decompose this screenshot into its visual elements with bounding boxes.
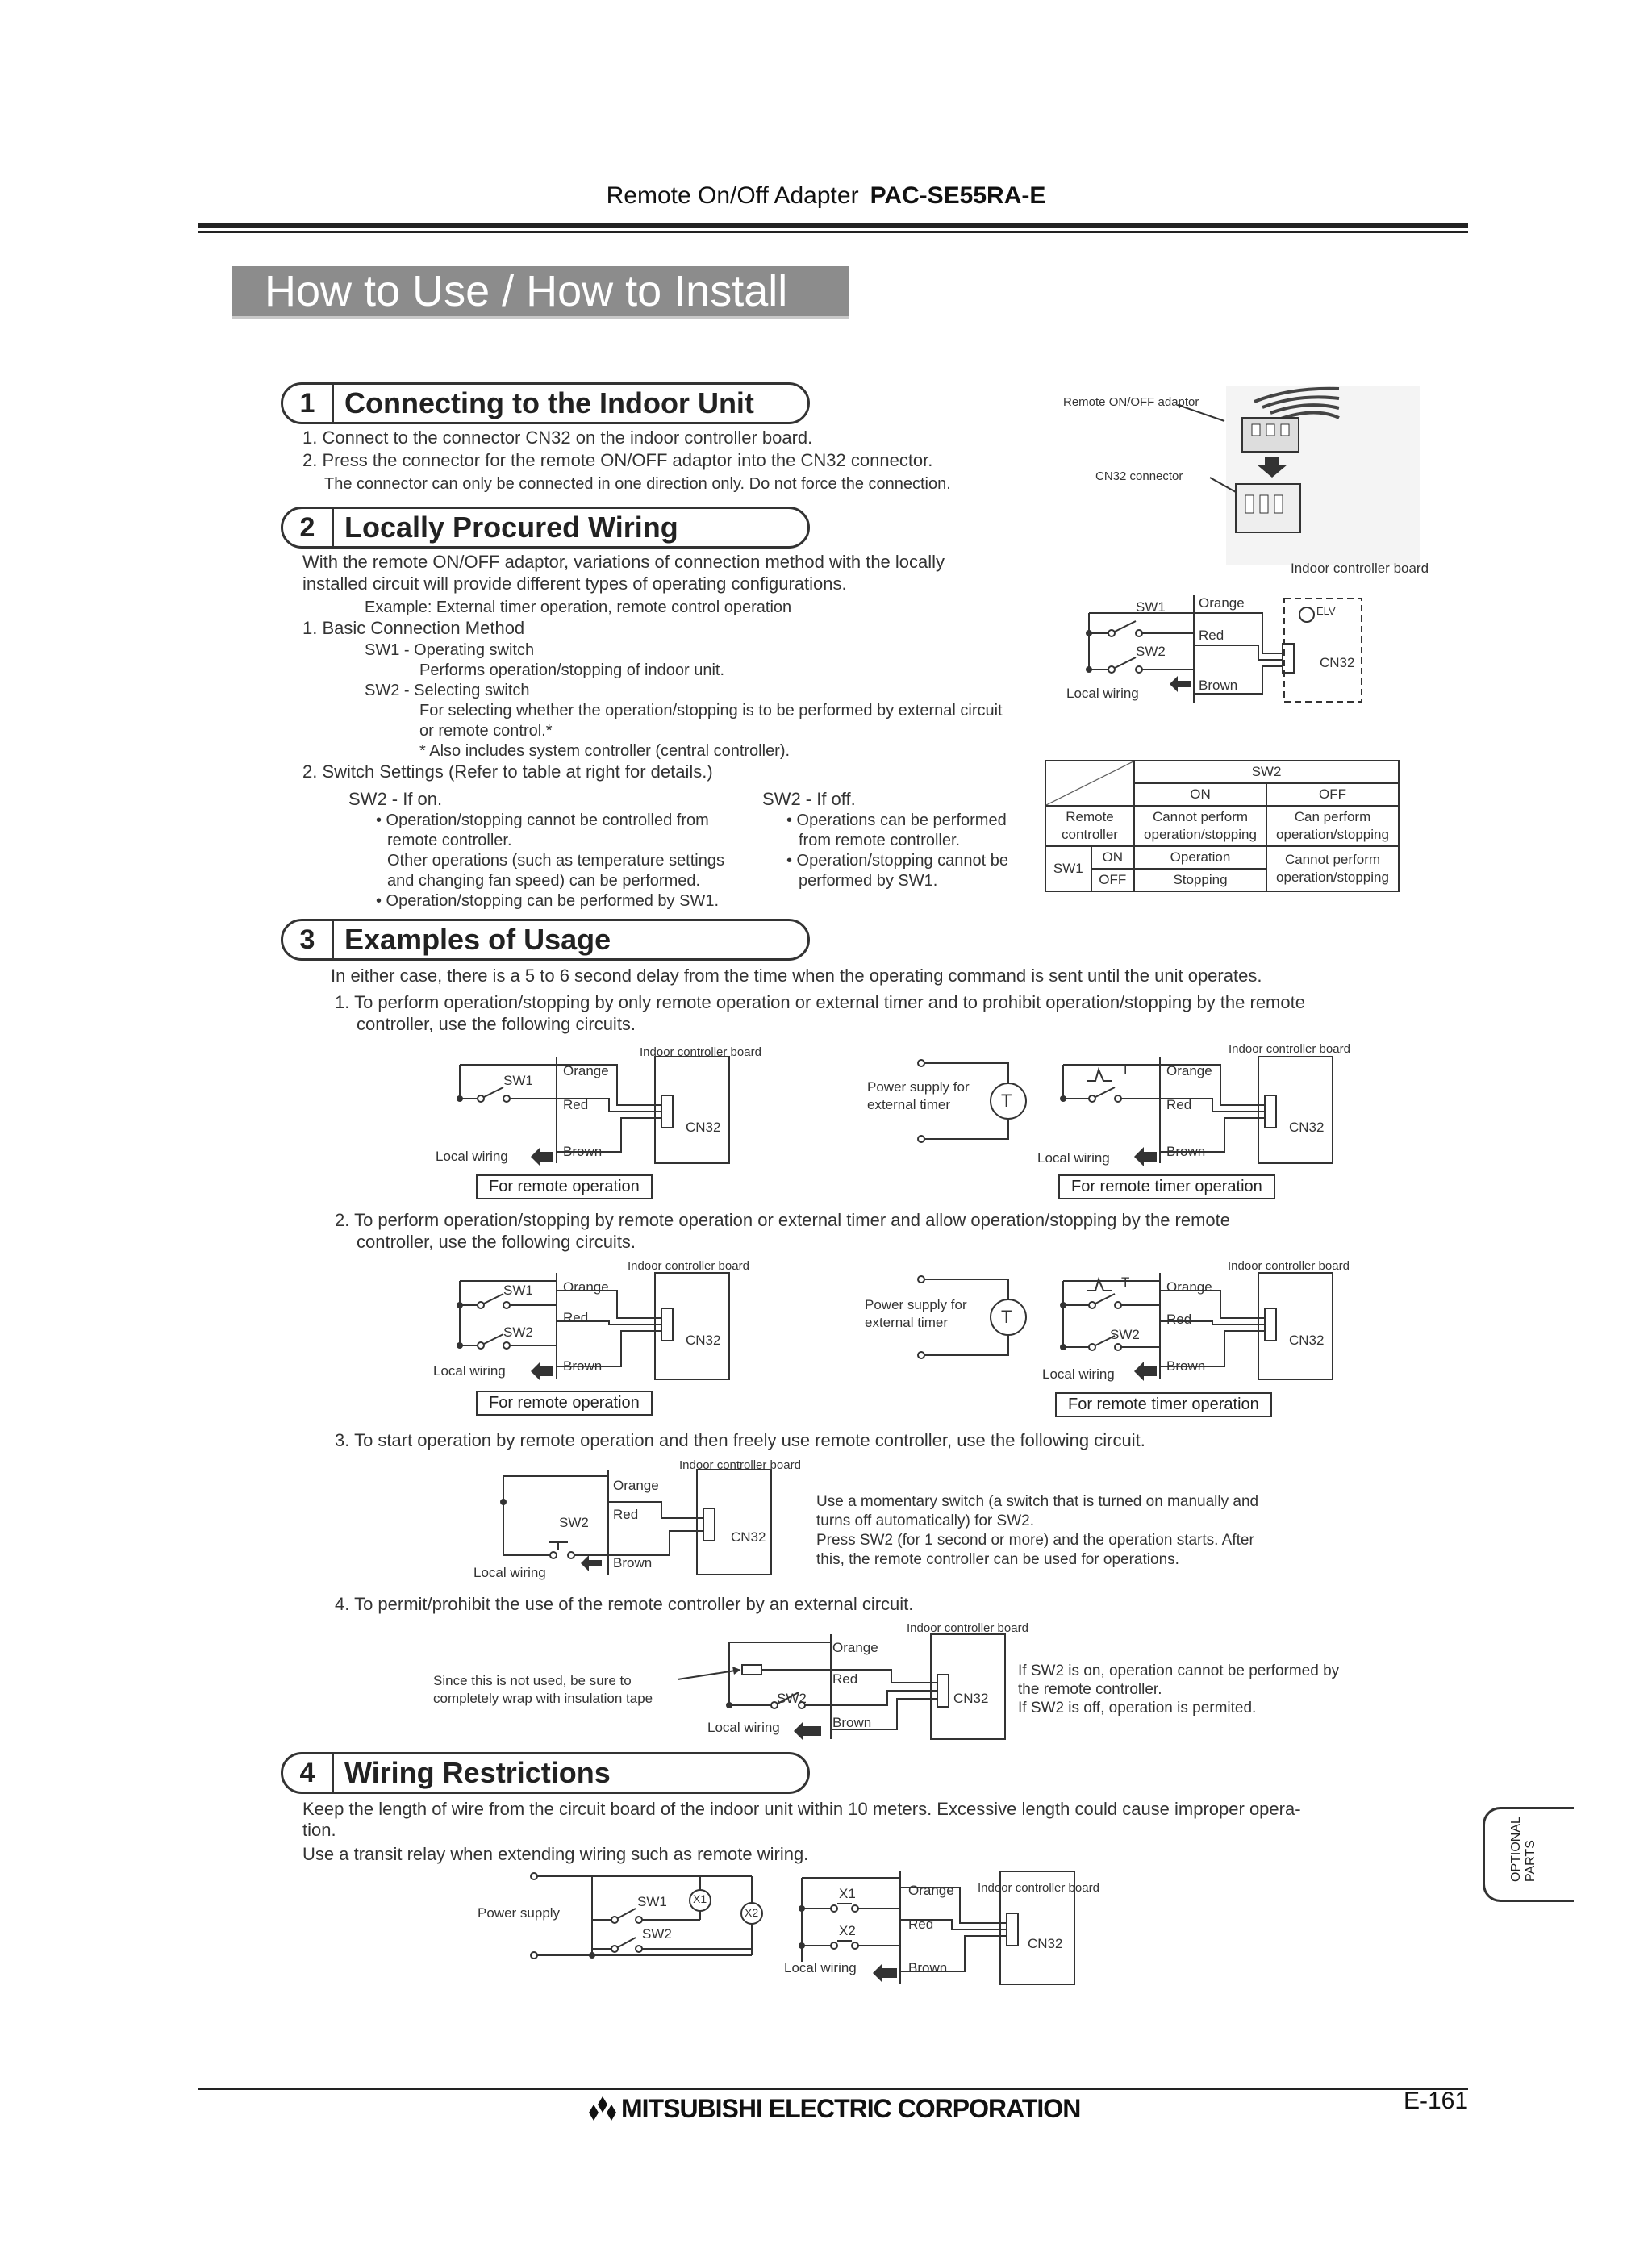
relay-x2-contact: X2 — [839, 1923, 856, 1938]
caption-timer: For remote timer operation — [1055, 1392, 1272, 1417]
table-on-header: ON — [1134, 783, 1266, 806]
relay-x1-contact: X1 — [839, 1886, 856, 1901]
s1-line-3: The connector can only be connected in one direction only. Do not force the connection. — [324, 475, 951, 493]
company-name: MITSUBISHI ELECTRIC CORPORATION — [621, 2094, 1081, 2123]
wire-brown: Brown — [908, 1960, 948, 1975]
sw2-on-line: • Operation/stopping cannot be controlled from — [376, 811, 709, 829]
sw2-label: SW2 — [642, 1926, 672, 1942]
wire-red: Red — [1199, 628, 1224, 643]
header-rule — [198, 223, 1468, 228]
wire-orange: Orange — [908, 1883, 954, 1898]
tab-label — [1509, 1817, 1538, 1882]
table-sw1-off: OFF — [1091, 869, 1134, 891]
board-label: Indoor controller board — [640, 1045, 761, 1059]
ex4-right-note: If SW2 is on, operation cannot be performed by — [1018, 1662, 1340, 1679]
wire-red: Red — [563, 1097, 589, 1112]
s2-line-8: For selecting whether the operation/stopping is to be performed by external circuit — [419, 702, 1003, 720]
table-remote-controller: Remote controller — [1045, 806, 1134, 846]
section-title: Examples of Usage — [344, 923, 611, 956]
sw2-off-line: from remote controller. — [799, 832, 961, 849]
wire-orange: Orange — [563, 1063, 609, 1078]
sw2-on-title: SW2 - If on. — [348, 789, 443, 809]
sw2-label: SW2 — [777, 1691, 807, 1706]
wire-red: Red — [1166, 1097, 1192, 1112]
section-2-heading — [281, 507, 810, 549]
header-model: PAC-SE55RA-E — [870, 182, 1046, 209]
sw2-label: SW2 — [1110, 1327, 1140, 1342]
s2-line-4: 1. Basic Connection Method — [302, 618, 525, 638]
optional-parts-tab[interactable] — [1483, 1807, 1574, 1902]
relay-x1: X1 — [693, 1892, 707, 1905]
timer-symbol: T — [1001, 1091, 1012, 1111]
s1-line-2: 2. Press the connector for the remote ON/OFF adaptor into the CN32 connector. — [302, 450, 933, 470]
elv-label: ELV — [1316, 605, 1336, 617]
wire-red: Red — [1166, 1312, 1192, 1327]
local-wiring-label: Local wiring — [433, 1363, 506, 1379]
wire-brown: Brown — [563, 1358, 603, 1374]
sw2-off-line: • Operations can be performed — [786, 811, 1007, 829]
section-number: 1 — [283, 385, 334, 422]
table-sw1-cannot: Cannot perform operation/stopping — [1266, 846, 1399, 891]
cn32-label: CN32 — [686, 1333, 721, 1348]
caption-remote: For remote operation — [476, 1391, 653, 1416]
caption-remote: For remote operation — [476, 1174, 653, 1199]
timer-t-label: T — [1121, 1274, 1130, 1290]
section-number: 3 — [283, 921, 334, 958]
wire-orange: Orange — [563, 1279, 609, 1295]
sw1-label: SW1 — [637, 1894, 667, 1909]
s3-ex2-line-2: controller, use the following circuits. — [357, 1232, 636, 1252]
local-wiring-label: Local wiring — [473, 1565, 546, 1580]
table-stopping: Stopping — [1134, 869, 1266, 891]
s2-line-3: Example: External timer operation, remote control operation — [365, 599, 792, 616]
mitsubishi-diamonds-icon — [589, 2096, 616, 2121]
local-wiring-label: Local wiring — [1066, 686, 1139, 701]
page-number: E-161 — [1404, 2088, 1469, 2114]
s4-line-2: tion. — [302, 1820, 336, 1840]
ex3-note-line: turns off automatically) for SW2. — [816, 1512, 1034, 1529]
tab-label-line-2: PARTS — [1524, 1840, 1537, 1882]
header-rule-thin — [198, 231, 1468, 233]
sw2-on-line: remote controller. — [387, 832, 512, 849]
s3-ex1-line-1: 1. To perform operation/stopping by only remote operation or external timer and to prohibit operation/stopping by the remote — [335, 992, 1305, 1012]
sw2-off-title: SW2 - If off. — [762, 789, 856, 809]
wire-orange: Orange — [613, 1478, 659, 1493]
s4-line-3: Use a transit relay when extending wiring such as remote wiring. — [302, 1844, 809, 1864]
wire-brown: Brown — [613, 1555, 653, 1571]
section-title: Connecting to the Indoor Unit — [344, 386, 754, 419]
section-3-heading — [281, 919, 810, 961]
s2-line-7: SW2 - Selecting switch — [365, 682, 530, 699]
wire-red: Red — [908, 1917, 934, 1932]
power-timer-label: Power supply for — [865, 1297, 967, 1312]
local-wiring-label: Local wiring — [1037, 1150, 1110, 1166]
s2-line-1: With the remote ON/OFF adaptor, variations of connection method with the locally — [302, 552, 945, 572]
wire-red: Red — [613, 1507, 639, 1522]
table-off-header: OFF — [1266, 783, 1399, 806]
sw2-on-line: • Operation/stopping can be performed by SW1. — [376, 892, 720, 910]
fig-adaptor-label: Remote ON/OFF adaptor — [1063, 395, 1199, 409]
page-banner: How to Use / How to Install — [232, 266, 849, 316]
s4-line-1: Keep the length of wire from the circuit board of the indoor unit within 10 meters. Excessive length could cause improper opera- — [302, 1799, 1301, 1819]
local-wiring-label: Local wiring — [1042, 1366, 1115, 1382]
table-corner — [1045, 761, 1134, 806]
s1-line-1: 1. Connect to the connector CN32 on the indoor controller board. — [302, 428, 813, 448]
wire-brown: Brown — [1166, 1358, 1206, 1374]
sw1-label: SW1 — [503, 1283, 533, 1298]
board-label: Indoor controller board — [907, 1621, 1028, 1635]
power-timer-label: external timer — [865, 1315, 948, 1330]
s3-ex4: 4. To permit/prohibit the use of the remote controller by an external circuit. — [335, 1594, 914, 1614]
cn32-label: CN32 — [1320, 655, 1355, 670]
s2-line-10: * Also includes system controller (central controller). — [419, 742, 791, 760]
sw2-on-line: and changing fan speed) can be performed. — [387, 872, 701, 890]
s2-line-11: 2. Switch Settings (Refer to table at right for details.) — [302, 761, 713, 782]
s3-delay: In either case, there is a 5 to 6 second delay from the time when the operating command is sent until the unit operates. — [331, 966, 1262, 986]
section-title: Locally Procured Wiring — [344, 511, 678, 544]
sw2-label: SW2 — [559, 1515, 589, 1530]
wire-brown: Brown — [1166, 1144, 1206, 1159]
local-wiring-label: Local wiring — [436, 1149, 508, 1164]
fig-connector-label: CN32 connector — [1095, 469, 1183, 483]
table-rc-on: Cannot perform operation/stopping — [1134, 806, 1266, 846]
s3-ex3: 3. To start operation by remote operation and then freely use remote controller, use the following circuit. — [335, 1430, 1145, 1450]
tab-label-line-1: OPTIONAL — [1509, 1817, 1523, 1882]
document-header — [0, 182, 1652, 210]
ex4-left-note: Since this is not used, be sure to — [433, 1673, 632, 1688]
board-label: Indoor controller board — [628, 1259, 749, 1273]
relay-x2: X2 — [745, 1906, 759, 1919]
board-label: Indoor controller board — [1228, 1259, 1350, 1273]
section-title: Wiring Restrictions — [344, 1756, 611, 1789]
local-wiring-label: Local wiring — [784, 1960, 857, 1975]
power-timer-label: Power supply for — [867, 1079, 970, 1095]
cn32-label: CN32 — [731, 1529, 766, 1545]
table-rc-off: Can perform operation/stopping — [1266, 806, 1399, 846]
sw2-on-line: Other operations (such as temperature settings — [387, 852, 724, 870]
timer-t-label: T — [1121, 1062, 1130, 1077]
wire-orange: Orange — [1166, 1063, 1212, 1078]
ex4-right-note: the remote controller. — [1018, 1681, 1162, 1698]
local-wiring-label: Local wiring — [707, 1720, 780, 1735]
wire-brown: Brown — [563, 1144, 603, 1159]
timer-symbol: T — [1001, 1307, 1012, 1327]
footer-rule — [198, 2088, 1468, 2090]
sw1-label: SW1 — [503, 1073, 533, 1088]
board-label: Indoor controller board — [679, 1458, 801, 1472]
table-sw1: SW1 — [1045, 846, 1091, 891]
wire-orange: Orange — [1199, 595, 1245, 611]
footer-logo — [589, 2094, 1080, 2124]
sw2-label: SW2 — [1136, 644, 1166, 659]
table-operation: Operation — [1134, 846, 1266, 869]
ex3-note-line: Use a momentary switch (a switch that is turned on manually and — [816, 1493, 1259, 1510]
s3-ex2-line-1: 2. To perform operation/stopping by remote operation or external timer and allow operation/stopping by the remote — [335, 1210, 1231, 1230]
sw2-off-line: • Operation/stopping cannot be — [786, 852, 1008, 870]
wire-brown: Brown — [1199, 678, 1238, 693]
ex3-note-line: Press SW2 (for 1 second or more) and the operation starts. After — [816, 1532, 1254, 1549]
sw1-label: SW1 — [1136, 599, 1166, 615]
s2-line-5: SW1 - Operating switch — [365, 641, 535, 659]
section-1-heading — [281, 382, 810, 424]
power-supply-label: Power supply — [478, 1905, 561, 1921]
ex4-right-note: If SW2 is off, operation is permited. — [1018, 1700, 1257, 1717]
adaptor-illustration — [1049, 379, 1420, 565]
cn32-label: CN32 — [1289, 1120, 1325, 1135]
wire-red: Red — [832, 1671, 858, 1687]
table-sw2-header: SW2 — [1134, 761, 1399, 783]
board-label: Indoor controller board — [1291, 561, 1429, 576]
sw2-label: SW2 — [503, 1324, 533, 1340]
cn32-label: CN32 — [1028, 1936, 1063, 1951]
s2-line-2: installed circuit will provide different types of operating configurations. — [302, 574, 847, 594]
s2-line-9: or remote control.* — [419, 722, 553, 740]
section-number: 2 — [283, 509, 334, 546]
board-label: Indoor controller board — [978, 1881, 1099, 1895]
section-number: 4 — [283, 1754, 334, 1792]
table-sw1-on: ON — [1091, 846, 1134, 869]
s3-ex1-line-2: controller, use the following circuits. — [357, 1014, 636, 1034]
s2-line-6: Performs operation/stopping of indoor unit. — [419, 661, 724, 679]
header-title: Remote On/Off Adapter — [606, 182, 859, 209]
sw2-off-line: performed by SW1. — [799, 872, 938, 890]
wire-orange: Orange — [1166, 1279, 1212, 1295]
switch-settings-table — [1045, 760, 1400, 892]
wire-brown: Brown — [832, 1715, 872, 1730]
caption-timer: For remote timer operation — [1058, 1174, 1275, 1199]
ex4-left-note: completely wrap with insulation tape — [433, 1691, 653, 1706]
cn32-label: CN32 — [686, 1120, 721, 1135]
power-timer-label: external timer — [867, 1097, 950, 1112]
wire-red: Red — [563, 1310, 589, 1325]
ex3-note-line: this, the remote controller can be used for operations. — [816, 1551, 1179, 1568]
cn32-label: CN32 — [1289, 1333, 1325, 1348]
cn32-label: CN32 — [953, 1691, 989, 1706]
wire-orange: Orange — [832, 1640, 878, 1655]
section-4-heading — [281, 1752, 810, 1794]
board-label: Indoor controller board — [1229, 1042, 1350, 1056]
